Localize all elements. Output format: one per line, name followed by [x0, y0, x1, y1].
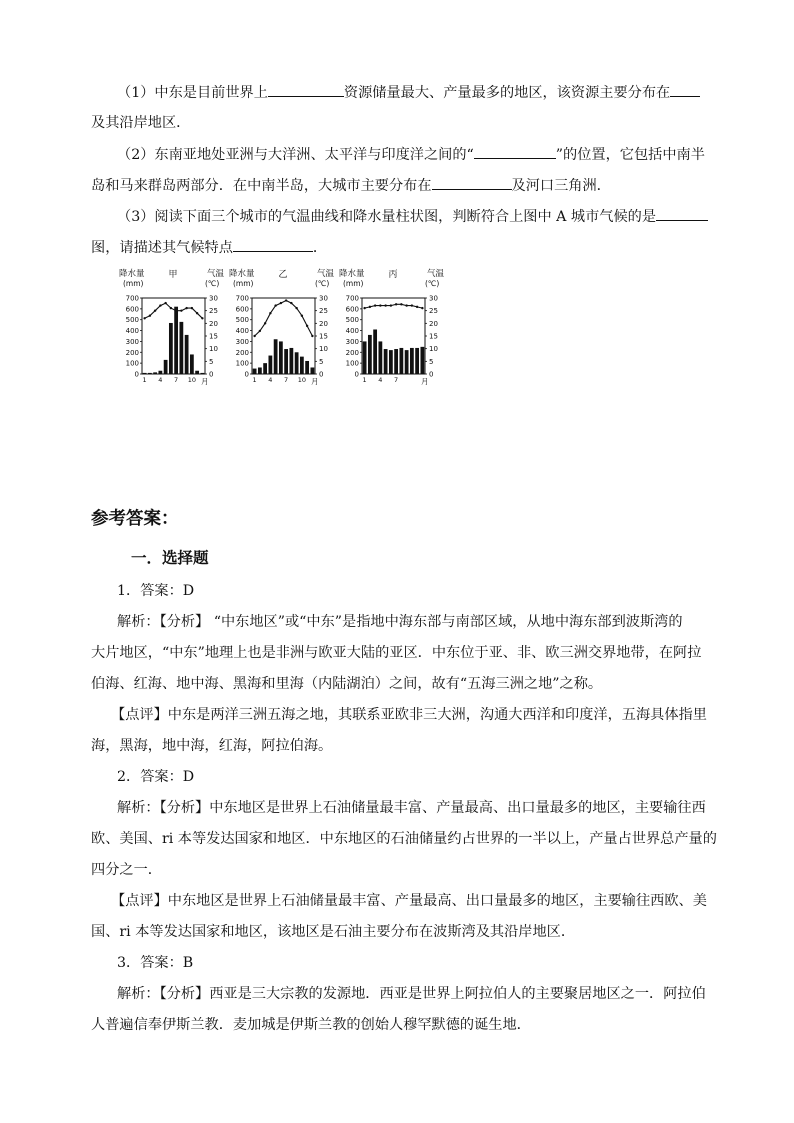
chart-3-bar	[420, 347, 424, 374]
chart-3-temperature-line	[365, 304, 423, 308]
chart-3-temperature-point	[400, 303, 402, 305]
chart-1-temperature-point	[196, 312, 198, 314]
chart-2-temperature-point	[280, 302, 282, 304]
chart-3-xtick-label: 7	[394, 376, 399, 384]
chart-2-xunit: 月	[311, 377, 319, 386]
chart-3-temperature-point	[416, 306, 418, 308]
chart-3-bar	[394, 349, 398, 374]
chart-2-y2tick-label: 0	[319, 370, 324, 379]
answer-2-para-3: 四分之一．	[91, 862, 162, 878]
q1-text-b: 资源储量最大、产量最多的地区，该资源主要分布在	[343, 85, 671, 101]
chart-1-temperature-point	[159, 304, 161, 306]
chart-1-ylabel: 降水量	[119, 269, 145, 279]
chart-1-y2unit: (℃)	[205, 279, 220, 288]
chart-1-temperature-point	[143, 317, 145, 319]
chart-2-ytick-label: 200	[235, 348, 249, 357]
chart-2-temperature-point	[259, 330, 261, 332]
chart-1-y2tick-label: 15	[209, 332, 218, 341]
chart-1-temperature-point	[149, 315, 151, 317]
chart-1-ytick-label: 400	[125, 327, 139, 336]
chart-3-temperature-point	[405, 304, 407, 306]
chart-1-y2tick-label: 20	[209, 319, 218, 328]
chart-3-ytick-label: 0	[354, 370, 359, 379]
chart-3-ytick-label: 400	[345, 327, 359, 336]
answer-1-label: 1．答案：D	[117, 583, 195, 599]
chart-2-bar	[284, 349, 288, 374]
chart-1-temperature-point	[180, 309, 182, 311]
chart-1-y2tick-label: 5	[209, 357, 214, 366]
chart-2-bar	[310, 367, 314, 374]
chart-3-bar	[368, 335, 372, 374]
chart-2-ylabel: 降水量	[229, 269, 255, 279]
chart-2-temperature-point	[301, 315, 303, 317]
chart-2-bar	[268, 356, 272, 374]
answers-heading: 参考答案：	[91, 509, 179, 529]
chart-1-xunit: 月	[201, 377, 209, 386]
chart-1-temperature-point	[154, 309, 156, 311]
chart-1-bar	[179, 322, 183, 374]
chart-2-ytick-label: 500	[235, 316, 249, 325]
chart-3-y2tick-label: 5	[429, 357, 434, 366]
chart-1-y2tick-label: 0	[209, 370, 214, 379]
chart-2-bar	[295, 352, 299, 374]
q3-blank-2[interactable]	[233, 238, 313, 252]
chart-2-xtick-label: 7	[284, 376, 289, 384]
chart-2-bar	[258, 367, 262, 374]
chart-1-ytick-label: 200	[125, 348, 139, 357]
answer-3-para-2: 人普遍信奉伊斯兰教．麦加城是伊斯兰教的创始人穆罕默德的诞生地．	[91, 1017, 531, 1033]
chart-3-temperature-point	[369, 306, 371, 308]
chart-2-temperature-point	[274, 304, 276, 306]
chart-3-temperature-point	[384, 304, 386, 306]
answer-3-para-1: 解析：【分析】西亚是三大宗教的发源地．西亚是世界上阿拉伯人的主要聚居地区之一．阿拉伯	[117, 986, 706, 1002]
chart-3-y2tick-label: 15	[429, 332, 438, 341]
chart-1-yunit: (mm)	[123, 279, 144, 288]
chart-3-temperature-point	[379, 304, 381, 306]
chart-1-bar	[164, 360, 168, 374]
q1-blank-1[interactable]	[268, 83, 344, 97]
answer-1-para-2: 大片地区，“中东”地理上也是非洲与欧亚大陆的亚区．中东位于亚、非、欧三洲交界地带，在阿拉	[91, 645, 702, 661]
chart-1-xtick-label: 4	[158, 376, 163, 384]
chart-1-ytick-label: 300	[125, 337, 139, 346]
chart-2-temperature-line	[255, 301, 313, 337]
chart-3-xtick-label: 4	[378, 376, 383, 384]
chart-1-bar	[190, 354, 194, 374]
chart-3-temperature-point	[395, 303, 397, 305]
chart-2-y2tick-label: 30	[319, 294, 328, 303]
chart-3-temperature-point	[363, 307, 365, 309]
chart-1-xtick-label: 7	[174, 376, 179, 384]
answer-1-comment-2: 海，黑海，地中海，红海，阿拉伯海。	[91, 738, 333, 754]
chart-1-title: 甲	[168, 270, 178, 280]
q1-line2: 及其沿岸地区．	[91, 115, 191, 131]
chart-3-bar	[384, 349, 388, 374]
q3-line2	[91, 238, 327, 257]
chart-2-ytick-label: 0	[244, 370, 249, 379]
chart-3-ytick-label: 100	[345, 359, 359, 368]
chart-2-temperature-point	[306, 325, 308, 327]
answer-1-para-1: 解析：【分析】 “中东地区”或“中东”是指地中海东部与南部区域，从地中海东部到波斯湾的	[117, 614, 683, 630]
chart-3-temperature-point	[390, 304, 392, 306]
chart-1-bar	[169, 323, 173, 374]
answer-1-para-3: 伯海、红海、地中海、黑海和里海（内陆湖泊）之间，故有“五海三洲之地”之称。	[91, 676, 603, 692]
chart-1-y2tick-label: 25	[209, 307, 218, 316]
chart-3-y2tick-label: 20	[429, 319, 438, 328]
chart-2-temperature-point	[295, 307, 297, 309]
chart-1-bar	[143, 373, 147, 374]
chart-2-xtick-label: 1	[252, 376, 257, 384]
chart-3-y2tick-label: 30	[429, 294, 438, 303]
chart-3-bar	[363, 341, 367, 374]
chart-1-y2tick-label: 30	[209, 294, 218, 303]
chart-2-xtick-label: 4	[268, 376, 273, 384]
q2-text-c: 岛和马来群岛两部分．在中南半岛，大城市主要分布在	[91, 178, 432, 194]
chart-3-y2unit: (℃)	[425, 279, 440, 288]
section-heading: 一．选择题	[131, 548, 209, 567]
chart-2-yunit: (mm)	[233, 279, 254, 288]
q2-line2	[91, 176, 611, 195]
chart-2-title: 乙	[278, 270, 288, 280]
chart-1-bar	[200, 373, 204, 374]
chart-2-y2label: 气温	[317, 269, 335, 279]
chart-2-ytick-label: 600	[235, 305, 249, 314]
climate-charts-figure	[117, 268, 447, 386]
chart-3-ytick-label: 600	[345, 305, 359, 314]
q1-text-a: （1）中东是目前世界上	[117, 85, 268, 101]
chart-3-y2label: 气温	[427, 269, 445, 279]
answer-2-comment-1: 【点评】中东地区是世界上石油储量最丰富、产量最高、出口量最多的地区，主要输往西欧、美	[111, 893, 707, 909]
q3-text-b: 图，请描述其气候特点	[91, 240, 233, 256]
chart-2-bar	[253, 369, 257, 374]
chart-1-temperature-point	[191, 307, 193, 309]
answer-2-para-1: 解析：【分析】中东地区是世界上石油储量最丰富、产量最高、出口量最多的地区，主要输往西	[117, 800, 706, 816]
chart-1-ytick-label: 600	[125, 305, 139, 314]
chart-1-ytick-label: 0	[134, 370, 139, 379]
chart-1-bar	[195, 371, 199, 374]
chart-3-xunit: 月	[421, 377, 429, 386]
chart-1-bar	[185, 335, 189, 374]
q3-blank-1[interactable]	[656, 207, 708, 221]
chart-2-temperature-point	[290, 302, 292, 304]
chart-3-bar	[410, 348, 414, 374]
chart-1-temperature-point	[175, 309, 177, 311]
chart-3-temperature-point	[421, 307, 423, 309]
chart-3-bar	[389, 350, 393, 374]
q2-line1	[117, 145, 705, 164]
chart-1-temperature-line	[145, 303, 203, 318]
chart-3-temperature-point	[374, 304, 376, 306]
chart-2-bar	[305, 361, 309, 374]
chart-3-ylabel: 降水量	[339, 269, 365, 279]
chart-1-bar	[174, 307, 178, 374]
chart-2-bar	[300, 357, 304, 374]
q3-text-a: （3）阅读下面三个城市的气温曲线和降水量柱状图，判断符合上图中 A 城市气候的是	[117, 209, 657, 225]
chart-1-y2tick-label: 10	[209, 345, 218, 354]
answer-2-para-2: 欧、美国、ri 本等发达国家和地区．中东地区的石油储量约占世界的一半以上，产量占世界总产量的	[91, 831, 717, 847]
q1-line1	[117, 83, 700, 102]
chart-1-bar	[148, 373, 152, 374]
answer-2-label: 2．答案：D	[117, 769, 195, 785]
q2-blank-1[interactable]	[474, 145, 556, 159]
chart-2-y2tick-label: 25	[319, 307, 328, 316]
chart-2-bar	[279, 341, 283, 374]
chart-1-temperature-point	[185, 307, 187, 309]
q2-text-b: ”的位置，它包括中南半	[555, 147, 705, 163]
chart-2-y2tick-label: 10	[319, 345, 328, 354]
chart-2-ytick-label: 300	[235, 337, 249, 346]
climate-charts-svg	[117, 268, 447, 386]
chart-1-temperature-point	[201, 317, 203, 319]
chart-2-ytick-label: 700	[235, 294, 249, 303]
chart-3-title: 丙	[388, 270, 398, 280]
chart-3-bar	[405, 350, 409, 374]
chart-2-y2tick-label: 20	[319, 319, 328, 328]
answer-3-label: 3．答案：B	[117, 955, 194, 971]
chart-2-temperature-point	[285, 299, 287, 301]
chart-1-xtick-label: 1	[142, 376, 147, 384]
chart-2-bar	[263, 363, 267, 374]
q3-line1	[117, 207, 708, 226]
chart-3-xtick-label: 1	[362, 376, 367, 384]
chart-2-xtick-label: 10	[297, 376, 307, 384]
answer-2-comment-2: 国、ri 本等发达国家和地区，该地区是石油主要分布在波斯湾及其沿岸地区．	[91, 924, 576, 940]
chart-3-y2tick-label: 10	[429, 345, 438, 354]
chart-2-y2tick-label: 15	[319, 332, 328, 341]
chart-3-ytick-label: 500	[345, 316, 359, 325]
chart-2-temperature-point	[311, 335, 313, 337]
chart-1-xtick-label: 10	[187, 376, 197, 384]
chart-2-temperature-point	[253, 335, 255, 337]
chart-3-bar	[378, 341, 382, 374]
chart-1-ytick-label: 100	[125, 359, 139, 368]
chart-2-y2tick-label: 5	[319, 357, 324, 366]
chart-3-temperature-point	[411, 304, 413, 306]
chart-2-bar	[289, 348, 293, 374]
chart-1-temperature-point	[170, 307, 172, 309]
chart-3-bar	[399, 348, 403, 374]
q3-text-c: ．	[312, 240, 328, 256]
answer-1-comment-1: 【点评】中东是两洋三洲五海之地，其联系亚欧非三大洲，沟通大西洋和印度洋，五海具体指里	[111, 707, 707, 723]
chart-3-ytick-label: 300	[345, 337, 359, 346]
chart-3-ytick-label: 700	[345, 294, 359, 303]
chart-1-ytick-label: 700	[125, 294, 139, 303]
q2-blank-2[interactable]	[432, 176, 512, 190]
chart-1-bar	[158, 371, 162, 374]
chart-3-y2tick-label: 0	[429, 370, 434, 379]
chart-2-ytick-label: 400	[235, 327, 249, 336]
q2-text-a: （2）东南亚地处亚洲与大洋洲、太平洋与印度洋之间的“	[117, 147, 474, 163]
chart-2-ytick-label: 100	[235, 359, 249, 368]
chart-3-y2tick-label: 25	[429, 307, 438, 316]
chart-1-temperature-point	[164, 302, 166, 304]
chart-2-temperature-point	[264, 322, 266, 324]
chart-1-y2label: 气温	[207, 269, 225, 279]
chart-3-ytick-label: 200	[345, 348, 359, 357]
chart-3-yunit: (mm)	[343, 279, 364, 288]
q1-blank-2[interactable]	[670, 83, 700, 97]
chart-2-bar	[274, 339, 278, 374]
chart-2-y2unit: (℃)	[315, 279, 330, 288]
chart-1-ytick-label: 500	[125, 316, 139, 325]
chart-3-bar	[373, 329, 377, 374]
chart-1-bar	[153, 372, 157, 374]
chart-2-temperature-point	[269, 312, 271, 314]
chart-3-bar	[415, 348, 419, 374]
q2-text-d: 及河口三角洲．	[511, 178, 611, 194]
